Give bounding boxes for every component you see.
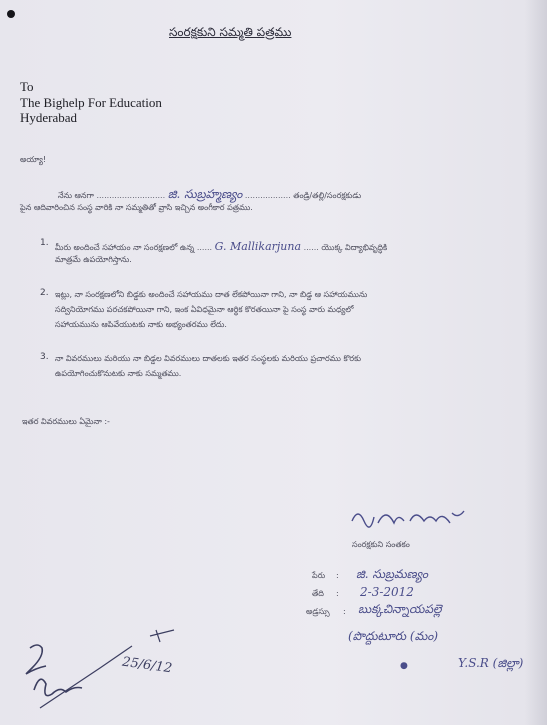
name-label: పేరు <box>312 571 326 580</box>
name-value-handwritten: జి. సుబ్రమణ్యం <box>356 567 428 581</box>
address-line-2-handwritten: (పొద్దుటూరు (మం) <box>348 629 439 643</box>
point-2-number: 2. <box>40 288 49 298</box>
point-2-line-2: సద్వినియోగము పరచకపోయినా గాని, ఇంక ఏవిధమైనా ఆర్థిక కొరతయినా పై సంస్థ వారు మధ్యలో <box>55 305 354 314</box>
child-name-handwritten: G. Mallikarjuna <box>214 240 302 253</box>
point-3-line-2: ఉపయోగించుకొనుటకు నాకు సమ్మతము. <box>55 369 182 378</box>
document-page: సంరక్షకుని సమ్మతి పత్రము To The Bighelp For Education Hyderabad అయ్యా! నేను ఆనగా ........................... జి. సుబ్రహ్మణ్యం .................. తండ్రి/తల్లి/సంరక్షకుడు పైన ఆదివారించిన సంస్థ వారికి నా సమ్మతితో వ్రాసి ఇచ్చిన అంగీకార పత్రము. 1. మీరు అందించే సహాయం నా సంరక్షణలో ఉన్న ...... G. Mallikarjuna ...... యొక్క విద్యాభివృద్ధికి మాత్రమే ఉపయోగిస్తాను. 2. ఇట్లు, నా సంరక్షణలోని బిడ్డకు అందించే సహాయము దాత లేకపోయినా గాని, నా బిడ్డ ఆ సహాయమును సద్వినియోగము పరచకపోయినా గాని, ఇంక ఏవిధమైనా ఆర్థిక కొరతయినా పై సంస్థ వారు మధ్యలో సహాయమును ఆపివేయుటకు నాకు అభ్యంతరము లేదు. 3. నా వివరములు మరియు నా బిడ్డల వివరములు దాతలకు ఇతర సంస్థలకు మరియు ప్రచారము కొరకు ఉపయోగించుకొనుటకు నాకు సమ్మతము. ఇతర వివరములు ఏమైనా :- సంరక్షకుని సంతకం పేరు : జి. సుబ్రమణ్యం తేది : 2-3-2012 అడ్రస్సు : బుక్కచిన్నాయపల్లె (పొద్దుటూరు (మం) ● Y.S.R (జిల్లా) 25/6/12 <box>0 0 547 725</box>
guardian-signature <box>348 503 468 531</box>
document-title: సంరక్షకుని సమ్మతి పత్రము <box>169 25 292 39</box>
point-1-line-1: మీరు అందించే సహాయం నా సంరక్షణలో ఉన్న ...... G. Mallikarjuna ...... యొక్క విద్యాభివృద్ధికి <box>55 240 388 253</box>
point-1-suffix: యొక్క విద్యాభివృద్ధికి <box>321 243 388 252</box>
point-1-line-2: మాత్రమే ఉపయోగిస్తాను. <box>55 255 132 264</box>
intro-prefix: నేను ఆనగా <box>58 191 94 200</box>
intro-suffix: తండ్రి/తల్లి/సంరక్షకుడు <box>293 191 362 200</box>
address-line-3-handwritten: Y.S.R (జిల్లా) <box>458 656 524 670</box>
intro-dots-left: ........................... <box>96 191 166 200</box>
other-details-label: ఇతర వివరములు ఏమైనా :- <box>22 417 110 426</box>
point-1-number: 1. <box>40 238 49 248</box>
address-label: అడ్రస్సు <box>306 607 330 616</box>
point-1-prefix: మీరు అందించే సహాయం నా సంరక్షణలో ఉన్న <box>55 243 195 252</box>
date-value-handwritten: 2-3-2012 <box>360 585 414 599</box>
address-city: Hyderabad <box>20 110 78 125</box>
address-org: The Bighelp For Education <box>20 95 162 110</box>
intro-line <box>58 187 361 204</box>
date-label: తేది <box>312 589 324 598</box>
point-2-line-3: సహాయమును ఆపివేయుటకు నాకు అభ్యంతరము లేదు. <box>55 320 227 329</box>
scan-edge-shadow <box>525 0 547 725</box>
father-name-handwritten: జి. సుబ్రహ్మణ్యం <box>167 187 243 201</box>
intro-dots-right: .................. <box>244 191 291 200</box>
point-3-number: 3. <box>40 352 49 362</box>
punch-hole-mark <box>7 10 15 18</box>
official-signature <box>20 628 210 723</box>
signature-caption: సంరక్షకుని సంతకం <box>352 540 410 549</box>
official-date-handwritten: 25/6/12 <box>121 654 173 677</box>
address-to: To <box>20 79 34 94</box>
point-3-line-1: నా వివరములు మరియు నా బిడ్డల వివరములు దాతలకు ఇతర సంస్థలకు మరియు ప్రచారము కొరకు <box>55 354 362 363</box>
address-line-1-handwritten: బుక్కచిన్నాయపల్లె <box>358 602 442 616</box>
point-2-line-1: ఇట్లు, నా సంరక్షణలోని బిడ్డకు అందించే సహాయము దాత లేకపోయినా గాని, నా బిడ్డ ఆ సహాయమును <box>55 290 368 299</box>
salutation: అయ్యా! <box>20 155 47 164</box>
intro-line-2: పైన ఆదివారించిన సంస్థ వారికి నా సమ్మతితో వ్రాసి ఇచ్చిన అంగీకార పత్రము. <box>20 203 253 212</box>
